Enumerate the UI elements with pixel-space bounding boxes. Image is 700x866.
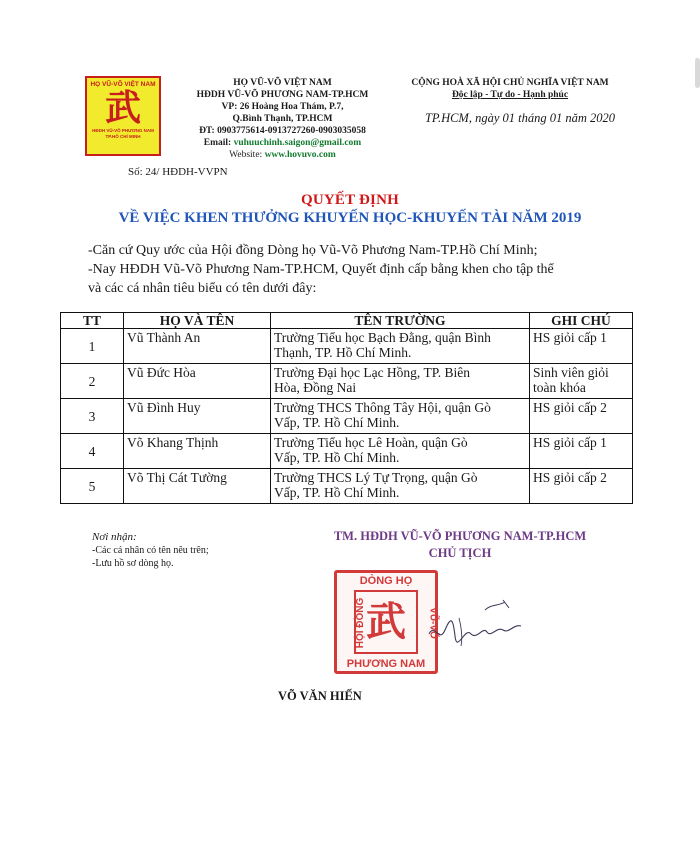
- email-label: Email:: [203, 138, 232, 148]
- note-cell: [530, 329, 633, 364]
- seal-glyph: 武: [366, 598, 406, 645]
- decision-subject: VỀ VIỆC KHEN THƯỞNG KHUYẾN HỌC-KHUYẾN TÀI NĂM 2019: [118, 210, 582, 226]
- row-number: 1: [61, 329, 124, 364]
- org-name: HỌ VŨ-VÕ VIỆT NAM: [233, 78, 332, 88]
- signing-authority: TM. HĐDH VŨ-VÕ PHƯƠNG NAM-TP.HCM: [333, 529, 587, 543]
- row-number: 4: [61, 434, 124, 469]
- table-row: [61, 399, 633, 434]
- school-line: Trường THCS Thông Tây Hội, quận Gò: [274, 400, 491, 415]
- logo-glyph: 武: [104, 87, 141, 129]
- header-tt: TT: [61, 313, 124, 329]
- student-name: Võ Thị Cát Tường: [124, 469, 271, 504]
- org-email-row: [170, 137, 395, 149]
- header-name: HỌ VÀ TÊN: [124, 313, 271, 329]
- org-address-line1: VP: 26 Hoàng Hoa Thám, P.7,: [221, 102, 344, 112]
- note-cell: [530, 469, 633, 504]
- document-date: TP.HCM, ngày 01 tháng 01 năm 2020: [424, 111, 616, 125]
- row-number: 3: [61, 399, 124, 434]
- school-line: Vấp, TP. Hồ Chí Minh.: [274, 450, 400, 465]
- table-row: [61, 469, 633, 504]
- org-header: [170, 77, 395, 161]
- student-name: Vũ Đức Hòa: [124, 364, 271, 399]
- logo-top-text: HỌ VŨ-VÕ VIỆT NAM: [90, 81, 156, 88]
- red-seal-stamp: [334, 570, 438, 674]
- header-school: TÊN TRƯỜNG: [271, 313, 530, 329]
- clan-logo: [85, 76, 161, 156]
- note-line: HS giỏi cấp 2: [533, 400, 607, 415]
- recipients-block: [92, 531, 209, 570]
- school-line: Hòa, Đồng Nai: [274, 380, 357, 395]
- org-council: HĐDH VŨ-VÕ PHƯƠNG NAM-TP.HCM: [196, 90, 369, 100]
- website-label: Website:: [229, 150, 263, 160]
- student-name: Vũ Đình Huy: [124, 399, 271, 434]
- decision-title: QUYẾT ĐỊNH: [301, 192, 399, 208]
- school-line: Trường Tiểu học Bạch Đằng, quận Bình: [274, 330, 491, 345]
- row-number: 2: [61, 364, 124, 399]
- intro-line-2: -Nay HĐDH Vũ-Võ Phương Nam-TP.HCM, Quyết định cấp bằng khen cho tập thể: [88, 262, 554, 277]
- note-line: HS giỏi cấp 1: [533, 435, 607, 450]
- school-line: Vấp, TP. Hồ Chí Minh.: [274, 415, 400, 430]
- recipients-line-1: -Các cá nhân có tên nêu trên;: [92, 545, 209, 556]
- student-name: Võ Khang Thịnh: [124, 434, 271, 469]
- note-line: toàn khóa: [533, 380, 586, 395]
- header-note: GHI CHÚ: [530, 313, 633, 329]
- intro-paragraph: [88, 241, 628, 298]
- school-line: Trường THCS Lý Tự Trọng, quận Gò: [274, 470, 478, 485]
- seal-inner-frame: [354, 590, 418, 654]
- country-name: CỘNG HOÀ XÃ HỘI CHỦ NGHĨA VIỆT NAM: [411, 78, 609, 88]
- signature-title: [300, 528, 620, 562]
- note-cell: [530, 364, 633, 399]
- intro-line-1: -Căn cứ Quy ước của Hội đồng Dòng họ Vũ-Võ Phương Nam-TP.Hồ Chí Minh;: [88, 243, 538, 258]
- school-line: Vấp, TP. Hồ Chí Minh.: [274, 485, 400, 500]
- org-website-row: [170, 149, 395, 161]
- school-cell: [271, 364, 530, 399]
- org-email[interactable]: vuhuuchinh.saigon@gmail.com: [233, 138, 362, 148]
- logo-bottom-text: HĐDH VŨ-VÕ PHƯƠNG NAM TP.HỒ CHÍ MINH: [92, 128, 154, 139]
- awards-table: [60, 312, 633, 504]
- school-line: Thạnh, TP. Hồ Chí Minh.: [274, 345, 412, 360]
- seal-right-text: VŨ-VÕ: [427, 607, 439, 639]
- student-name: Vũ Thành An: [124, 329, 271, 364]
- school-line: Trường Tiểu học Lê Hoàn, quận Gò: [274, 435, 468, 450]
- handwritten-signature: [425, 596, 535, 656]
- school-cell: [271, 434, 530, 469]
- school-cell: [271, 399, 530, 434]
- recipients-line-2: -Lưu hồ sơ dòng họ.: [92, 558, 174, 569]
- school-line: Trường Đại học Lạc Hồng, TP. Biên: [274, 365, 470, 380]
- row-number: 5: [61, 469, 124, 504]
- note-cell: [530, 399, 633, 434]
- note-line: HS giỏi cấp 2: [533, 470, 607, 485]
- school-cell: [271, 329, 530, 364]
- signer-position: CHỦ TỊCH: [428, 546, 492, 560]
- intro-line-3: và các cá nhân tiêu biểu có tên dưới đây:: [88, 281, 317, 296]
- org-phone: ĐT: 0903775614-0913727260-0903035058: [199, 126, 366, 136]
- seal-top-text: DÒNG HỌ: [359, 575, 413, 587]
- table-row: [61, 329, 633, 364]
- seal-left-text: HỘI ĐỒNG: [354, 597, 366, 649]
- org-address-line2: Q.Bình Thạnh, TP.HCM: [232, 114, 333, 124]
- school-cell: [271, 469, 530, 504]
- table-header-row: [61, 313, 633, 329]
- table-row: [61, 364, 633, 399]
- document-number: Số: 24/ HĐDH-VVPN: [128, 166, 228, 178]
- seal-bottom-text: PHƯƠNG NAM: [346, 658, 426, 670]
- org-website[interactable]: www.hovuvo.com: [264, 150, 336, 160]
- signer-name: VÕ VĂN HIẾN: [278, 689, 362, 703]
- note-cell: [530, 434, 633, 469]
- scrollbar-thumb[interactable]: [695, 58, 700, 88]
- note-line: HS giỏi cấp 1: [533, 330, 607, 345]
- state-header: [400, 77, 620, 101]
- note-line: Sinh viên giỏi: [533, 365, 609, 380]
- recipients-heading: Nơi nhận:: [92, 531, 137, 543]
- national-motto: Độc lập - Tự do - Hạnh phúc: [451, 90, 569, 100]
- table-row: [61, 434, 633, 469]
